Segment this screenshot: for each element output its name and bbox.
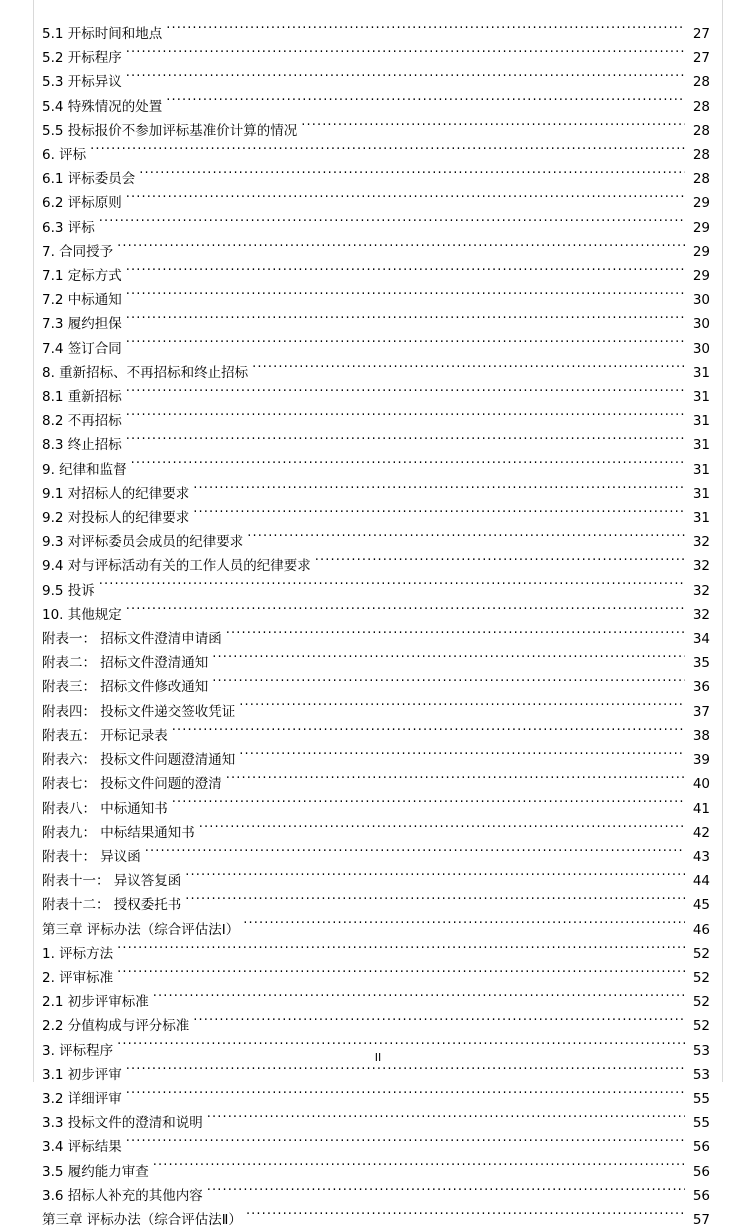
toc-leader-dots bbox=[126, 412, 685, 426]
toc-entry[interactable] bbox=[42, 966, 710, 990]
toc-entry[interactable] bbox=[42, 288, 710, 312]
toc-leader-dots bbox=[166, 25, 685, 39]
toc-entry-page-number: 27 bbox=[692, 26, 710, 42]
toc-leader-dots bbox=[126, 1065, 685, 1079]
toc-entry-label: 3.6 招标人补充的其他内容 bbox=[42, 1187, 203, 1204]
toc-entry-label: 第三章 评标办法（综合评估法Ⅰ） bbox=[42, 921, 240, 938]
left-margin-guide bbox=[33, 0, 34, 1082]
toc-leader-dots bbox=[166, 97, 685, 111]
toc-entry-label: 第三章 评标办法（综合评估法Ⅱ） bbox=[42, 1211, 242, 1228]
toc-entry[interactable] bbox=[42, 821, 710, 845]
toc-entry-label: 附表六： 投标文件问题澄清通知 bbox=[42, 752, 236, 769]
toc-entry-label: 附表十二： 授权委托书 bbox=[42, 897, 182, 914]
toc-entry[interactable] bbox=[42, 143, 710, 167]
toc-entry-page-number: 55 bbox=[692, 1115, 710, 1132]
toc-entry-label: 6.3 评标 bbox=[42, 219, 95, 236]
toc-entry-page-number: 28 bbox=[692, 122, 710, 139]
toc-entry-page-number: 31 bbox=[692, 461, 710, 478]
toc-leader-dots bbox=[126, 339, 685, 353]
toc-leader-dots bbox=[172, 726, 685, 740]
toc-leader-dots bbox=[126, 315, 685, 329]
toc-leader-dots bbox=[172, 799, 685, 813]
toc-entry-label: 7.2 中标通知 bbox=[42, 292, 122, 309]
toc-entry-label: 附表五： 开标记录表 bbox=[42, 727, 168, 744]
toc-leader-dots bbox=[153, 1162, 685, 1176]
toc-entry-label: 9.2 对投标人的纪律要求 bbox=[42, 510, 190, 527]
toc-entry-page-number: 28 bbox=[692, 74, 710, 91]
toc-leader-dots bbox=[199, 823, 685, 837]
toc-entry-page-number: 55 bbox=[692, 1090, 710, 1107]
toc-entry-label: 3.1 初步评审 bbox=[42, 1066, 122, 1083]
toc-entry-label: 5.5 投标报价不参加评标基准价计算的情况 bbox=[42, 122, 298, 139]
toc-entry[interactable] bbox=[42, 942, 710, 966]
toc-entry-label: 10. 其他规定 bbox=[42, 606, 122, 623]
toc-entry[interactable] bbox=[42, 1111, 710, 1135]
toc-entry-page-number: 29 bbox=[692, 195, 710, 212]
toc-entry-label: 3. 评标程序 bbox=[42, 1042, 114, 1059]
toc-entry-label: 7.4 签订合同 bbox=[42, 340, 122, 357]
toc-entry-page-number: 43 bbox=[692, 848, 710, 865]
toc-leader-dots bbox=[226, 775, 685, 789]
toc-entry-page-number: 44 bbox=[692, 873, 710, 890]
toc-entry[interactable] bbox=[42, 95, 710, 119]
toc-entry-page-number: 42 bbox=[692, 824, 710, 841]
toc-leader-dots bbox=[117, 944, 685, 958]
toc-entry[interactable] bbox=[42, 312, 710, 336]
toc-entry[interactable] bbox=[42, 990, 710, 1014]
toc-entry-page-number: 30 bbox=[692, 292, 710, 309]
toc-leader-dots bbox=[126, 388, 685, 402]
toc-entry[interactable] bbox=[42, 772, 710, 796]
toc-entry[interactable] bbox=[42, 1184, 710, 1208]
toc-entry-label: 5.2 开标程序 bbox=[42, 50, 122, 67]
toc-entry[interactable] bbox=[42, 433, 710, 457]
toc-entry[interactable] bbox=[42, 797, 710, 821]
toc-entry-page-number: 52 bbox=[692, 969, 710, 986]
toc-entry[interactable] bbox=[42, 1014, 710, 1038]
toc-entry-label: 附表八： 中标通知书 bbox=[42, 800, 168, 817]
toc-entry-label: 6. 评标 bbox=[42, 147, 87, 164]
toc-entry-page-number: 28 bbox=[692, 98, 710, 115]
toc-entry[interactable] bbox=[42, 918, 710, 942]
toc-leader-dots bbox=[185, 872, 685, 886]
toc-entry-label: 6.2 评标原则 bbox=[42, 195, 122, 212]
toc-entry-label: 附表十： 异议函 bbox=[42, 848, 141, 865]
toc-entry-label: 2. 评审标准 bbox=[42, 969, 114, 986]
toc-entry-label: 1. 评标方法 bbox=[42, 945, 114, 962]
toc-entry[interactable] bbox=[42, 167, 710, 191]
toc-entry-page-number: 45 bbox=[692, 897, 710, 914]
toc-entry[interactable] bbox=[42, 579, 710, 603]
toc-entry-page-number: 46 bbox=[692, 921, 710, 938]
toc-entry-label: 5.4 特殊情况的处置 bbox=[42, 98, 163, 115]
toc-entry-page-number: 56 bbox=[692, 1187, 710, 1204]
toc-entry-label: 7. 合同授予 bbox=[42, 243, 114, 260]
toc-leader-dots bbox=[207, 1186, 685, 1200]
toc-entry[interactable] bbox=[42, 1135, 710, 1159]
toc-entry-label: 附表十一： 异议答复函 bbox=[42, 873, 182, 890]
toc-entry[interactable] bbox=[42, 506, 710, 530]
right-margin-guide bbox=[722, 0, 723, 1082]
toc-leader-dots bbox=[117, 242, 685, 256]
toc-leader-dots bbox=[212, 654, 685, 668]
toc-entry-label: 2.1 初步评审标准 bbox=[42, 994, 149, 1011]
toc-entry-label: 9. 纪律和监督 bbox=[42, 461, 127, 478]
toc-leader-dots bbox=[185, 896, 685, 910]
toc-entry-label: 7.1 定标方式 bbox=[42, 268, 122, 285]
toc-entry-page-number: 31 bbox=[692, 413, 710, 430]
toc-leader-dots bbox=[131, 460, 685, 474]
toc-leader-dots bbox=[193, 509, 685, 523]
toc-leader-dots bbox=[99, 218, 685, 232]
toc-entry[interactable] bbox=[42, 1063, 710, 1087]
toc-entry-page-number: 35 bbox=[692, 655, 710, 672]
toc-entry-page-number: 36 bbox=[692, 679, 710, 696]
toc-leader-dots bbox=[126, 194, 685, 208]
toc-entry[interactable] bbox=[42, 46, 710, 70]
toc-entry-page-number: 27 bbox=[692, 50, 710, 67]
toc-leader-dots bbox=[247, 533, 685, 547]
toc-entry[interactable] bbox=[42, 458, 710, 482]
toc-entry-page-number: 30 bbox=[692, 340, 710, 357]
toc-entry-label: 9.1 对招标人的纪律要求 bbox=[42, 485, 190, 502]
toc-leader-dots bbox=[126, 605, 685, 619]
toc-leader-dots bbox=[246, 1210, 685, 1224]
toc-entry-page-number: 28 bbox=[692, 171, 710, 188]
toc-entry[interactable] bbox=[42, 1160, 710, 1184]
toc-leader-dots bbox=[126, 267, 685, 281]
toc-entry-label: 附表四： 投标文件递交签收凭证 bbox=[42, 703, 236, 720]
toc-entry-label: 8. 重新招标、不再招标和终止招标 bbox=[42, 364, 249, 381]
toc-leader-dots bbox=[126, 1138, 685, 1152]
toc-entry[interactable] bbox=[42, 337, 710, 361]
toc-entry-label: 3.2 详细评审 bbox=[42, 1090, 122, 1107]
toc-leader-dots bbox=[226, 630, 685, 644]
toc-entry[interactable] bbox=[42, 845, 710, 869]
toc-entry-page-number: 31 bbox=[692, 510, 710, 527]
toc-leader-dots bbox=[239, 751, 685, 765]
toc-entry-label: 8.1 重新招标 bbox=[42, 389, 122, 406]
toc-entry-page-number: 31 bbox=[692, 485, 710, 502]
toc-leader-dots bbox=[212, 678, 685, 692]
toc-entry-page-number: 52 bbox=[692, 994, 710, 1011]
toc-entry-label: 附表七： 投标文件问题的澄清 bbox=[42, 776, 222, 793]
toc-entry[interactable] bbox=[42, 70, 710, 94]
toc-entry[interactable] bbox=[42, 627, 710, 651]
toc-entry-page-number: 32 bbox=[692, 534, 710, 551]
toc-entry-page-number: 31 bbox=[692, 389, 710, 406]
toc-entry-page-number: 29 bbox=[692, 268, 710, 285]
toc-entry-page-number: 29 bbox=[692, 219, 710, 236]
toc-entry[interactable] bbox=[42, 409, 710, 433]
toc-entry-label: 8.3 终止招标 bbox=[42, 437, 122, 454]
page-footer: II bbox=[374, 1051, 382, 1064]
toc-entry-label: 附表九： 中标结果通知书 bbox=[42, 824, 195, 841]
toc-entry[interactable] bbox=[42, 191, 710, 215]
toc-entry[interactable] bbox=[42, 748, 710, 772]
toc-leader-dots bbox=[117, 1041, 685, 1055]
toc-leader-dots bbox=[126, 291, 685, 305]
toc-entry-page-number: 34 bbox=[692, 631, 710, 648]
toc-entry-label: 附表三： 招标文件修改通知 bbox=[42, 679, 209, 696]
toc-entry-label: 3.4 评标结果 bbox=[42, 1139, 122, 1156]
toc-entry-label: 附表一： 招标文件澄清申请函 bbox=[42, 631, 222, 648]
toc-entry[interactable] bbox=[42, 700, 710, 724]
toc-entry[interactable] bbox=[42, 1087, 710, 1111]
toc-leader-dots bbox=[126, 1089, 685, 1103]
toc-entry-label: 5.1 开标时间和地点 bbox=[42, 26, 163, 42]
toc-entry-label: 2.2 分值构成与评分标准 bbox=[42, 1018, 190, 1035]
toc-entry[interactable] bbox=[42, 22, 710, 46]
toc-entry[interactable] bbox=[42, 361, 710, 385]
toc-entry-page-number: 31 bbox=[692, 437, 710, 454]
toc-entry-page-number: 30 bbox=[692, 316, 710, 333]
toc-entry-label: 8.2 不再招标 bbox=[42, 413, 122, 430]
table-of-contents bbox=[42, 22, 710, 1232]
toc-entry-label: 6.1 评标委员会 bbox=[42, 171, 136, 188]
toc-entry-page-number: 28 bbox=[692, 147, 710, 164]
toc-entry-label: 9.5 投诉 bbox=[42, 582, 95, 599]
toc-entry[interactable] bbox=[42, 240, 710, 264]
toc-leader-dots bbox=[90, 146, 685, 160]
toc-entry-page-number: 53 bbox=[692, 1066, 710, 1083]
toc-entry[interactable] bbox=[42, 675, 710, 699]
toc-entry-page-number: 39 bbox=[692, 752, 710, 769]
toc-entry[interactable] bbox=[42, 1208, 710, 1232]
toc-entry-page-number: 52 bbox=[692, 1018, 710, 1035]
toc-entry-label: 附表二： 招标文件澄清通知 bbox=[42, 655, 209, 672]
toc-entry-page-number: 40 bbox=[692, 776, 710, 793]
toc-leader-dots bbox=[117, 968, 685, 982]
toc-entry-page-number: 56 bbox=[692, 1139, 710, 1156]
toc-entry-label: 3.5 履约能力审查 bbox=[42, 1163, 149, 1180]
toc-leader-dots bbox=[301, 121, 685, 135]
toc-entry-page-number: 53 bbox=[692, 1042, 710, 1059]
toc-entry-label: 9.3 对评标委员会成员的纪律要求 bbox=[42, 534, 244, 551]
toc-leader-dots bbox=[193, 1017, 685, 1031]
toc-entry[interactable] bbox=[42, 216, 710, 240]
toc-entry[interactable] bbox=[42, 724, 710, 748]
toc-entry-page-number: 57 bbox=[692, 1211, 710, 1228]
toc-entry-page-number: 32 bbox=[692, 558, 710, 575]
toc-leader-dots bbox=[126, 73, 685, 87]
toc-entry[interactable] bbox=[42, 119, 710, 143]
toc-entry-label: 3.3 投标文件的澄清和说明 bbox=[42, 1115, 203, 1132]
toc-entry-label: 5.3 开标异议 bbox=[42, 74, 122, 91]
toc-entry-page-number: 31 bbox=[692, 364, 710, 381]
toc-entry-page-number: 56 bbox=[692, 1163, 710, 1180]
toc-entry[interactable] bbox=[42, 603, 710, 627]
toc-leader-dots bbox=[126, 436, 685, 450]
toc-leader-dots bbox=[315, 557, 685, 571]
toc-entry[interactable] bbox=[42, 893, 710, 917]
toc-leader-dots bbox=[252, 363, 685, 377]
toc-entry[interactable] bbox=[42, 651, 710, 675]
toc-entry[interactable] bbox=[42, 1039, 710, 1063]
toc-leader-dots bbox=[207, 1114, 685, 1128]
toc-entry-page-number: 29 bbox=[692, 243, 710, 260]
toc-entry[interactable] bbox=[42, 869, 710, 893]
toc-entry-page-number: 41 bbox=[692, 800, 710, 817]
toc-entry[interactable] bbox=[42, 264, 710, 288]
toc-leader-dots bbox=[239, 702, 685, 716]
toc-entry-page-number: 32 bbox=[692, 582, 710, 599]
toc-entry-page-number: 52 bbox=[692, 945, 710, 962]
toc-leader-dots bbox=[126, 49, 685, 63]
toc-entry-page-number: 37 bbox=[692, 703, 710, 720]
toc-leader-dots bbox=[99, 581, 685, 595]
toc-leader-dots bbox=[153, 993, 685, 1007]
toc-leader-dots bbox=[243, 920, 685, 934]
toc-leader-dots bbox=[139, 170, 685, 184]
toc-entry-label: 9.4 对与评标活动有关的工作人员的纪律要求 bbox=[42, 558, 311, 575]
toc-entry-page-number: 32 bbox=[692, 606, 710, 623]
toc-entry[interactable] bbox=[42, 530, 710, 554]
toc-entry-label: 7.3 履约担保 bbox=[42, 316, 122, 333]
toc-leader-dots bbox=[145, 847, 685, 861]
toc-entry-page-number: 38 bbox=[692, 727, 710, 744]
toc-entry[interactable] bbox=[42, 554, 710, 578]
toc-entry[interactable] bbox=[42, 385, 710, 409]
toc-leader-dots bbox=[193, 484, 685, 498]
toc-entry[interactable] bbox=[42, 482, 710, 506]
